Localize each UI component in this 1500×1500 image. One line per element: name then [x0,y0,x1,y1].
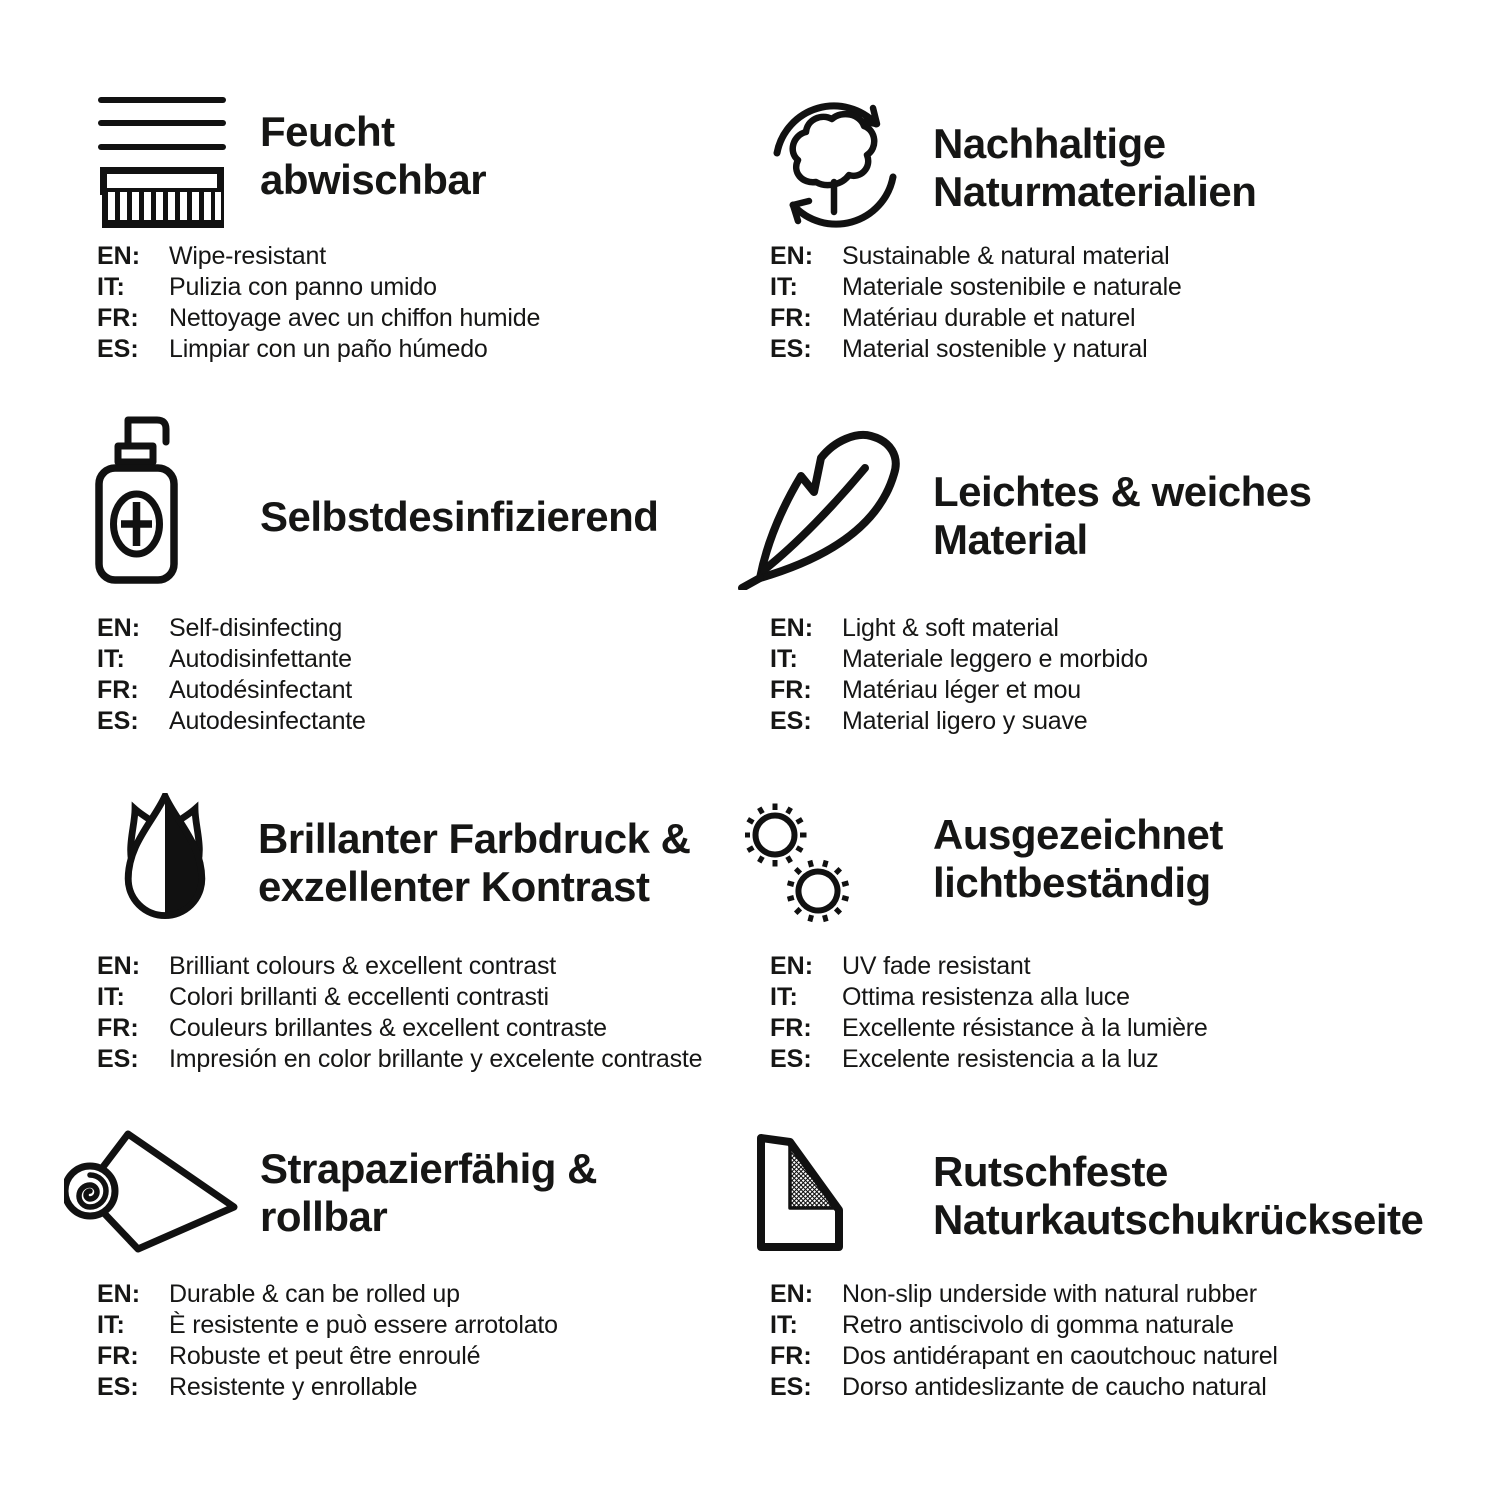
translation-text: Sustainable & natural material [842,242,1170,270]
translations-sustainable [770,241,1182,365]
title-line: Selbstdesinfizierend [260,493,659,540]
translation-text: Non-slip underside with natural rubber [842,1280,1257,1308]
lang-label: IT: [97,983,125,1011]
translations-print [97,951,702,1075]
translation-row [770,644,1148,675]
lang-label: EN: [97,952,141,980]
translation-row [770,1341,1278,1372]
translation-text: Wipe-resistant [169,242,326,270]
lang-label: FR: [770,304,812,332]
translations-disinfecting [97,613,366,737]
title-line: Feucht [260,108,395,155]
translation-row [97,706,366,737]
translation-text: Autodisinfettante [169,645,352,673]
lang-label: EN: [97,614,141,642]
translation-row [97,303,540,334]
translation-row [97,613,366,644]
lang-label: ES: [97,1045,139,1073]
wipe-brush-icon [97,95,227,230]
translation-text: Excellente résistance à la lumière [842,1014,1208,1042]
lang-label: ES: [97,335,139,363]
translation-text: Limpiar con un paño húmedo [169,335,488,363]
translation-text: Material ligero y suave [842,707,1088,735]
translation-row [770,272,1182,303]
feather-icon [737,430,905,590]
translation-row [770,1372,1278,1403]
translation-text: Robuste et peut être enroulé [169,1342,481,1370]
lang-label: EN: [97,1280,141,1308]
translation-row [770,675,1148,706]
lang-label: IT: [97,1311,125,1339]
lang-label: ES: [770,707,812,735]
translation-text: Brilliant colours & excellent contrast [169,952,557,980]
title-line: Brillanter Farbdruck & [258,815,691,862]
lang-label: EN: [770,242,814,270]
lang-label: ES: [770,1045,812,1073]
translation-text: Materiale leggero e morbido [842,645,1148,673]
translations-wipe [97,241,540,365]
translation-row [97,675,366,706]
title-line: Naturkautschukrückseite [933,1196,1424,1243]
translations-nonslip [770,1279,1278,1403]
ink-drops-icon [97,793,233,935]
lang-label: EN: [770,1280,814,1308]
translation-row [770,706,1148,737]
section-title-wipe [260,108,486,204]
translation-row [770,982,1208,1013]
translation-text: UV fade resistant [842,952,1031,980]
translation-row [770,334,1182,365]
translation-text: Nettoyage avec un chiffon humide [169,304,541,332]
translation-row [770,1044,1208,1075]
translation-text: Excelente resistencia a la luz [842,1045,1159,1073]
translation-row [97,241,540,272]
translation-text: Autodésinfectant [169,676,353,704]
translation-text: Impresión en color brillante y excelente contraste [169,1045,703,1073]
lang-label: ES: [770,1373,812,1401]
translation-row [97,1044,702,1075]
disinfectant-dispenser-icon [95,408,180,585]
translation-row [770,1310,1278,1341]
translation-text: Material sostenible y natural [842,335,1148,363]
translation-text: Durable & can be rolled up [169,1280,460,1308]
lang-label: FR: [97,676,139,704]
rolled-mat-icon [64,1128,240,1255]
translation-row [97,1013,702,1044]
lang-label: ES: [97,1373,139,1401]
lang-label: IT: [770,983,798,1011]
translations-light-soft [770,613,1148,737]
lang-label: IT: [97,273,125,301]
translation-text: Dos antidérapant en caoutchouc naturel [842,1342,1278,1370]
uv-suns-icon [745,798,853,926]
translation-row [770,1279,1278,1310]
lang-label: IT: [97,645,125,673]
translation-text: Dorso antideslizante de caucho natural [842,1373,1267,1401]
translation-text: Ottima resistenza alla luce [842,983,1130,1011]
translation-text: Retro antiscivolo di gomma naturale [842,1311,1234,1339]
translation-row [770,1013,1208,1044]
translations-durable [97,1279,558,1403]
translations-lightfast [770,951,1208,1075]
section-title-disinfecting [260,493,658,541]
lang-label: EN: [97,242,141,270]
lang-label: EN: [770,614,814,642]
title-line: Naturmaterialien [933,168,1257,215]
translation-row [97,982,702,1013]
title-line: Material [933,516,1088,563]
lang-label: IT: [770,273,798,301]
lang-label: IT: [770,1311,798,1339]
translation-text: Colori brillanti & eccellenti contrasti [169,983,549,1011]
section-title-sustainable [933,120,1256,216]
translation-text: Self-disinfecting [169,614,343,642]
translation-row [97,272,540,303]
title-line: rollbar [260,1193,388,1240]
lang-label: FR: [97,1342,139,1370]
title-line: Leichtes & weiches [933,468,1312,515]
translation-text: Couleurs brillantes & excellent contraste [169,1014,607,1042]
translation-text: Materiale sostenibile e naturale [842,273,1182,301]
translation-row [770,241,1182,272]
translation-text: Matériau durable et naturel [842,304,1136,332]
lang-label: FR: [97,1014,139,1042]
lang-label: FR: [770,1342,812,1370]
title-line: abwischbar [260,156,487,203]
section-title-lightfast [933,811,1223,907]
translation-row [770,951,1208,982]
translation-row [97,1279,558,1310]
section-title-nonslip [933,1148,1423,1244]
translation-row [770,613,1148,644]
lang-label: FR: [97,304,139,332]
lang-label: FR: [770,1014,812,1042]
translation-text: È resistente e può essere arrotolato [169,1311,558,1339]
section-title-light-soft [933,468,1312,564]
title-line: lichtbeständig [933,859,1211,906]
title-line: Strapazierfähig & [260,1145,597,1192]
lang-label: IT: [770,645,798,673]
lang-label: EN: [770,952,814,980]
translation-text: Autodesinfectante [169,707,366,735]
title-line: Ausgezeichnet [933,811,1223,858]
section-title-durable [260,1145,597,1241]
translation-row [97,1341,558,1372]
non-slip-backing-icon [756,1131,844,1252]
title-line: Nachhaltige [933,120,1166,167]
translation-text: Light & soft material [842,614,1059,642]
lang-label: FR: [770,676,812,704]
translation-row [97,951,702,982]
translation-row [97,1372,558,1403]
translation-row [97,334,540,365]
translation-row [97,1310,558,1341]
translation-row [97,644,366,675]
lang-label: ES: [97,707,139,735]
lang-label: ES: [770,335,812,363]
translation-text: Resistente y enrollable [169,1373,418,1401]
translation-text: Matériau léger et mou [842,676,1081,704]
section-title-print [258,815,690,911]
translation-text: Pulizia con panno umido [169,273,437,301]
title-line: Rutschfeste [933,1148,1168,1195]
tree-recycle-icon [768,96,902,232]
translation-row [770,303,1182,334]
title-line: exzellenter Kontrast [258,863,650,910]
